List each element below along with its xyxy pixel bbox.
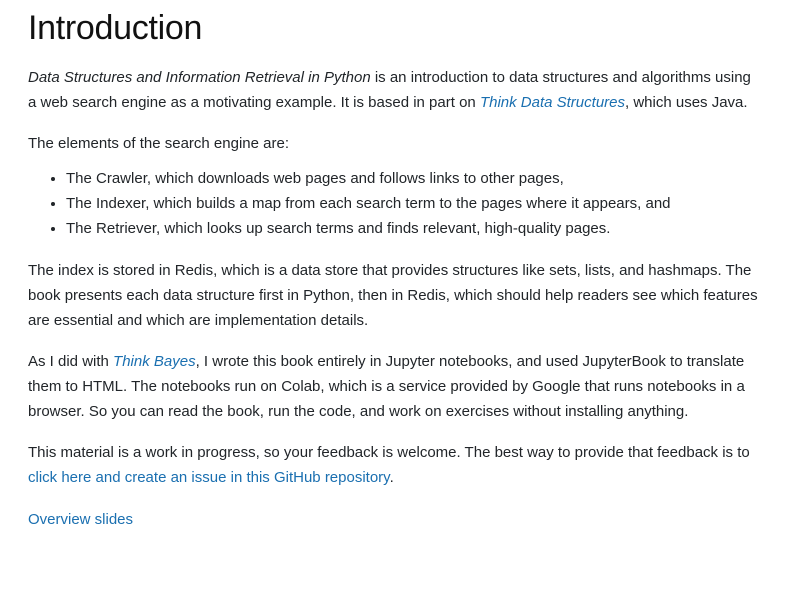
page-title: Introduction — [28, 9, 203, 47]
redis-paragraph: The index is stored in Redis, which is a data store that provides structures like sets, lists, and hashmaps. The book presents each data structure first in Python, then in Redis, which should help readers see which features are essential and which are implementation details. — [28, 261, 758, 330]
book-title: Data Structures and Information Retrieval in Python — [28, 69, 371, 86]
list-item-indexer: • The Indexer, which builds a map from each search term to the pages where it appears, and — [66, 191, 760, 216]
feedback-text-1: This material is a work in progress, so your feedback is welcome. The best way to provide that feedback is to — [28, 443, 750, 461]
overview-slides-link[interactable]: Overview slides — [28, 511, 134, 529]
think-data-structures-link[interactable]: Think Data Structures — [479, 94, 625, 112]
list-item-retriever: • The Retriever, which looks up search terms and finds relevant, high-quality pages. — [66, 216, 760, 241]
intro-paragraph — [28, 65, 760, 116]
components-list — [28, 166, 760, 242]
elements-intro-paragraph: The elements of the search engine are: — [28, 134, 289, 152]
feedback-text-2: . — [389, 468, 394, 486]
jupyter-text-1: As I did with — [28, 352, 114, 370]
think-bayes-link[interactable]: Think Bayes — [113, 352, 196, 370]
intro-text-2: , which uses Java. — [625, 94, 748, 112]
jupyter-text-2: , I wrote this book entirely in Jupyter notebooks, and used JupyterBook to translate them to HTML. The notebooks run on Colab, which is a service provided by Google that runs notebooks in a browser. So you can read the book, run the code, and work on exercises without installing anything. — [28, 352, 745, 421]
jupyter-paragraph — [28, 349, 760, 425]
intro-text-1: is an introduction to data structures and algorithms using a web search engine as a motivating example. It is based in part on — [28, 69, 751, 112]
github-issue-link[interactable]: click here and create an issue in this GitHub repository — [28, 468, 390, 486]
feedback-paragraph — [28, 440, 760, 491]
overview-paragraph — [28, 507, 760, 532]
list-item-crawler: • The Crawler, which downloads web pages and follows links to other pages, — [66, 166, 760, 191]
